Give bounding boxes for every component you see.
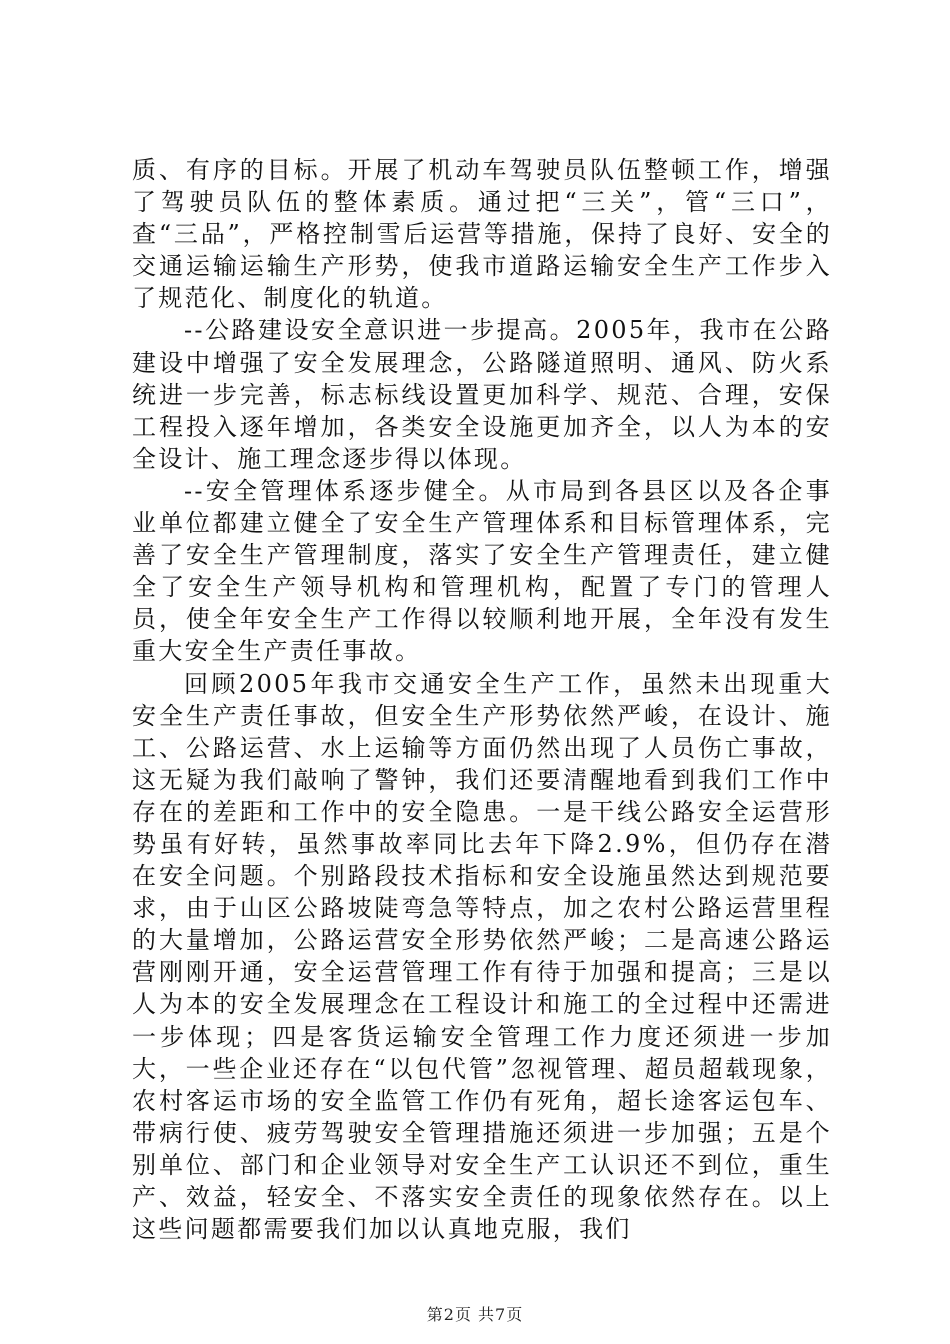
paragraph-continuation: 质、有序的目标。开展了机动车驾驶员队伍整顿工作，增强了驾驶员队伍的整体素质。通过把“三关”，管“三口”，查“三品”，严格控制雪后运营等措施，保持了良好、安全的交通运输运输生产形势，使我市道路运输安全生产工作步入了规范化、制度化的轨道。	[132, 156, 832, 313]
paragraph-highway-safety: --公路建设安全意识进一步提高。2005年，我市在公路建设中增强了安全发展理念，公路隧道照明、通风、防火系统进一步完善，标志标线设置更加科学、规范、合理，安保工程投入逐年增加，各类安全设施更加齐全，以人为本的安全设计、施工理念逐步得以体现。	[132, 316, 832, 473]
paragraph-management-system: --安全管理体系逐步健全。从市局到各县区以及各企事业单位都建立健全了安全生产管理体系和目标管理体系，完善了安全生产管理制度，落实了安全生产管理责任，建立健全了安全生产领导机构和管理机构，配置了专门的管理人员，使全年安全生产工作得以较顺利地开展，全年没有发生重大安全生产责任事故。	[132, 476, 832, 666]
paragraph-review-2005: 回顾2005年我市交通安全生产工作，虽然未出现重大安全生产责任事故，但安全生产形势依然严峻，在设计、施工、公路运营、水上运输等方面仍然出现了人员伤亡事故，这无疑为我们敲响了警钟，我们还要清醒地看到我们工作中存在的差距和工作中的安全隐患。一是干线公路安全运营形势虽有好转，虽然事故率同比去年下降2.9%，但仍存在潜在安全问题。个别路段技术指标和安全设施虽然达到规范要求，由于山区公路坡陡弯急等特点，加之农村公路运营里程的大量增加，公路运营安全形势依然严峻；二是高速公路运营刚刚开通，安全运营管理工作有待于加强和提高；三是以人为本的安全发展理念在工程设计和施工的全过程中还需进一步体现；四是客货运输安全管理工作力度还须进一步加大，一些企业还存在“以包代管”忽视管理、超员超载现象，农村客运市场的安全监管工作仍有死角，超长途客运包车、带病行使、疲劳驾驶安全管理措施还须进一步加强；五是个别单位、部门和企业领导对安全生产工认识还不到位，重生产、效益，轻安全、不落实安全责任的现象依然存在。以上这些问题都需要我们加以认真地克服，我们	[132, 669, 832, 1244]
document-body	[132, 154, 832, 1245]
page-footer: 第2页 共7页	[426, 1305, 524, 1324]
